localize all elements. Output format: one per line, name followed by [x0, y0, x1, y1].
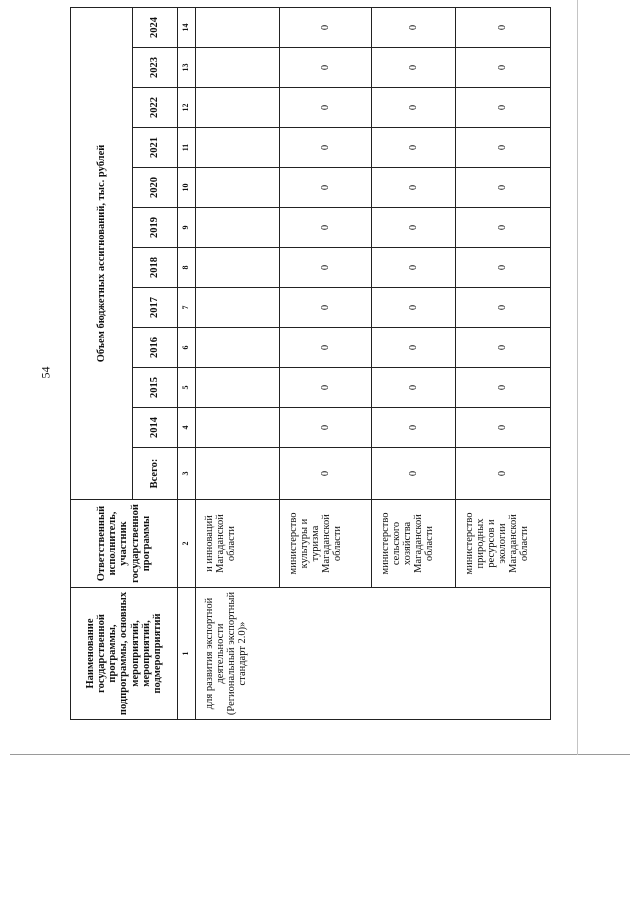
- value-cell: 0: [372, 408, 456, 448]
- value-cell: 0: [372, 88, 456, 128]
- column-number: 6: [178, 328, 196, 368]
- header-program-name: Наименование государственной программы, подпрограммы, основных мероприятий, мероприятий, подмероприятий: [71, 588, 178, 720]
- value-cell: [196, 128, 280, 168]
- value-cell: 0: [280, 168, 372, 208]
- value-cell: [196, 48, 280, 88]
- column-number: 1: [178, 588, 196, 720]
- header-year-2021: 2021: [133, 128, 178, 168]
- table-row: [196, 7, 280, 719]
- value-cell: 0: [372, 208, 456, 248]
- value-cell: 0: [372, 288, 456, 328]
- value-cell: 0: [280, 328, 372, 368]
- value-cell: 0: [456, 448, 551, 500]
- column-number: 8: [178, 248, 196, 288]
- value-cell: 0: [456, 248, 551, 288]
- value-cell: 0: [280, 408, 372, 448]
- value-cell: 0: [372, 48, 456, 88]
- column-number: 12: [178, 88, 196, 128]
- header-year-2023: 2023: [133, 48, 178, 88]
- column-number: 3: [178, 448, 196, 500]
- value-cell: [196, 168, 280, 208]
- column-number: 13: [178, 48, 196, 88]
- header-year-2014: 2014: [133, 408, 178, 448]
- header-row-1: [71, 7, 133, 719]
- column-number: 4: [178, 408, 196, 448]
- value-cell: [196, 88, 280, 128]
- header-year-2015: 2015: [133, 368, 178, 408]
- value-cell: [196, 208, 280, 248]
- value-cell: 0: [456, 7, 551, 47]
- value-cell: [196, 328, 280, 368]
- scan-divider-horizontal: [10, 754, 630, 755]
- executor-cell: министерство природных ресурсов и экологии Магаданской области: [456, 500, 551, 588]
- value-cell: 0: [372, 128, 456, 168]
- value-cell: [196, 408, 280, 448]
- value-cell: 0: [456, 408, 551, 448]
- value-cell: [196, 248, 280, 288]
- scan-divider-vertical: [577, 0, 578, 755]
- value-cell: 0: [372, 168, 456, 208]
- header-total: Всего:: [133, 448, 178, 500]
- column-number: 2: [178, 500, 196, 588]
- column-number: 14: [178, 7, 196, 47]
- header-year-2022: 2022: [133, 88, 178, 128]
- value-cell: 0: [456, 128, 551, 168]
- value-cell: 0: [456, 288, 551, 328]
- value-cell: 0: [456, 368, 551, 408]
- value-cell: 0: [280, 7, 372, 47]
- value-cell: 0: [456, 328, 551, 368]
- header-year-2018: 2018: [133, 248, 178, 288]
- value-cell: 0: [372, 448, 456, 500]
- page-number: 54: [38, 366, 53, 379]
- value-cell: 0: [280, 48, 372, 88]
- header-budget-group: Объем бюджетных ассигнований, тыс. рублей: [71, 7, 133, 499]
- value-cell: 0: [456, 48, 551, 88]
- value-cell: 0: [372, 328, 456, 368]
- value-cell: 0: [280, 288, 372, 328]
- column-number: 11: [178, 128, 196, 168]
- executor-cell: и инноваций Магаданской области: [196, 500, 280, 588]
- value-cell: 0: [280, 88, 372, 128]
- header-year-2017: 2017: [133, 288, 178, 328]
- program-name-cell: для развития экспортной деятельности (Региональный экспортный стандарт 2.0)»: [196, 588, 551, 720]
- value-cell: 0: [372, 7, 456, 47]
- value-cell: 0: [280, 208, 372, 248]
- column-number-row: [178, 7, 196, 719]
- value-cell: 0: [456, 208, 551, 248]
- header-year-2020: 2020: [133, 168, 178, 208]
- header-year-2016: 2016: [133, 328, 178, 368]
- header-executor: Ответственный исполнитель, участник государственной программы: [71, 500, 178, 588]
- value-cell: [196, 7, 280, 47]
- budget-table: [70, 7, 551, 720]
- column-number: 5: [178, 368, 196, 408]
- value-cell: [196, 368, 280, 408]
- value-cell: 0: [280, 368, 372, 408]
- column-number: 10: [178, 168, 196, 208]
- value-cell: 0: [372, 248, 456, 288]
- rotated-table-container: [70, 8, 550, 720]
- value-cell: [196, 288, 280, 328]
- value-cell: 0: [280, 448, 372, 500]
- value-cell: 0: [280, 128, 372, 168]
- value-cell: 0: [456, 168, 551, 208]
- value-cell: 0: [456, 88, 551, 128]
- value-cell: [196, 448, 280, 500]
- value-cell: 0: [280, 248, 372, 288]
- column-number: 7: [178, 288, 196, 328]
- header-year-2024: 2024: [133, 7, 178, 47]
- executor-cell: министерство сельского хозяйства Магаданской области: [372, 500, 456, 588]
- header-year-2019: 2019: [133, 208, 178, 248]
- executor-cell: министерство культуры и туризма Магаданской области: [280, 500, 372, 588]
- value-cell: 0: [372, 368, 456, 408]
- column-number: 9: [178, 208, 196, 248]
